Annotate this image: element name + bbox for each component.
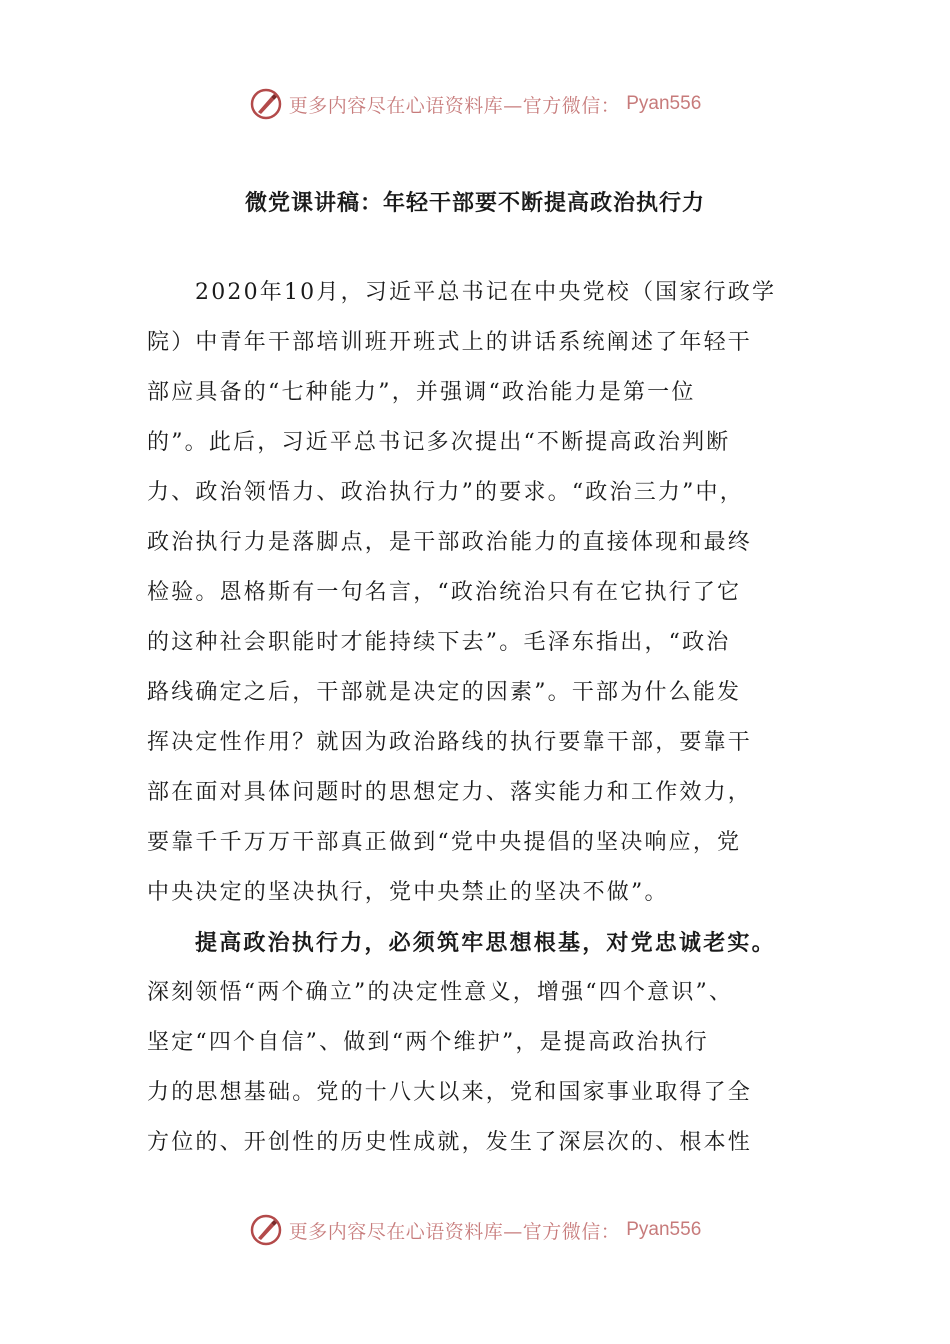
body-line: 部应具备的“七种能力”，并强调“政治能力是第一位 <box>147 380 696 405</box>
body-line: 中央决定的坚决执行，党中央禁止的坚决不做”。 <box>147 880 669 905</box>
body-line: 部在面对具体问题时的思想定力、落实能力和工作效力， <box>147 780 753 805</box>
body-line: 检验。恩格斯有一句名言，“政治统治只有在它执行了它 <box>147 580 742 605</box>
body-line: 的”。此后，习近平总书记多次提出“不断提高政治判断 <box>147 430 731 455</box>
body-line: 挥决定性作用？就因为政治路线的执行要靠干部，要靠干 <box>147 730 753 755</box>
body-line: 院）中青年干部培训班开班式上的讲话系统阐述了年轻干 <box>147 330 753 355</box>
body-line: 政治执行力是落脚点，是干部政治能力的直接体现和最终 <box>147 530 753 555</box>
document-title: 微党课讲稿：年轻干部要不断提高政治执行力 <box>244 190 705 216</box>
body-line: 深刻领悟“两个确立”的决定性意义，增强“四个意识”、 <box>147 980 734 1005</box>
watermark-wechat-id: Pyan556 <box>626 1219 702 1240</box>
document-body <box>147 268 797 1168</box>
pen-circle-icon <box>249 87 283 121</box>
watermark-text: 更多内容尽在心语资料库—官方微信： <box>288 1220 621 1243</box>
body-line: 要靠千千万万干部真正做到“党中央提倡的坚决响应，党 <box>147 830 742 855</box>
footer-watermark <box>0 1210 950 1250</box>
watermark-wechat-id: Pyan556 <box>626 93 702 114</box>
header-watermark <box>0 84 950 124</box>
pen-circle-icon <box>249 1213 283 1247</box>
body-line: 坚定“四个自信”、做到“两个维护”，是提高政治执行 <box>147 1030 709 1055</box>
section-heading: 提高政治执行力，必须筑牢思想根基，对党忠诚老实。 <box>195 930 776 956</box>
body-line: 2020年10月，习近平总书记在中央党校（国家行政学 <box>195 280 777 305</box>
body-line: 路线确定之后，干部就是决定的因素”。干部为什么能发 <box>147 680 742 705</box>
body-line: 力的思想基础。党的十八大以来，党和国家事业取得了全 <box>147 1080 753 1105</box>
watermark-text: 更多内容尽在心语资料库—官方微信： <box>288 94 621 117</box>
body-line: 方位的、开创性的历史性成就，发生了深层次的、根本性 <box>147 1130 753 1155</box>
body-line: 的这种社会职能时才能持续下去”。毛泽东指出，“政治 <box>147 630 731 655</box>
body-line: 力、政治领悟力、政治执行力”的要求。“政治三力”中， <box>147 480 744 505</box>
